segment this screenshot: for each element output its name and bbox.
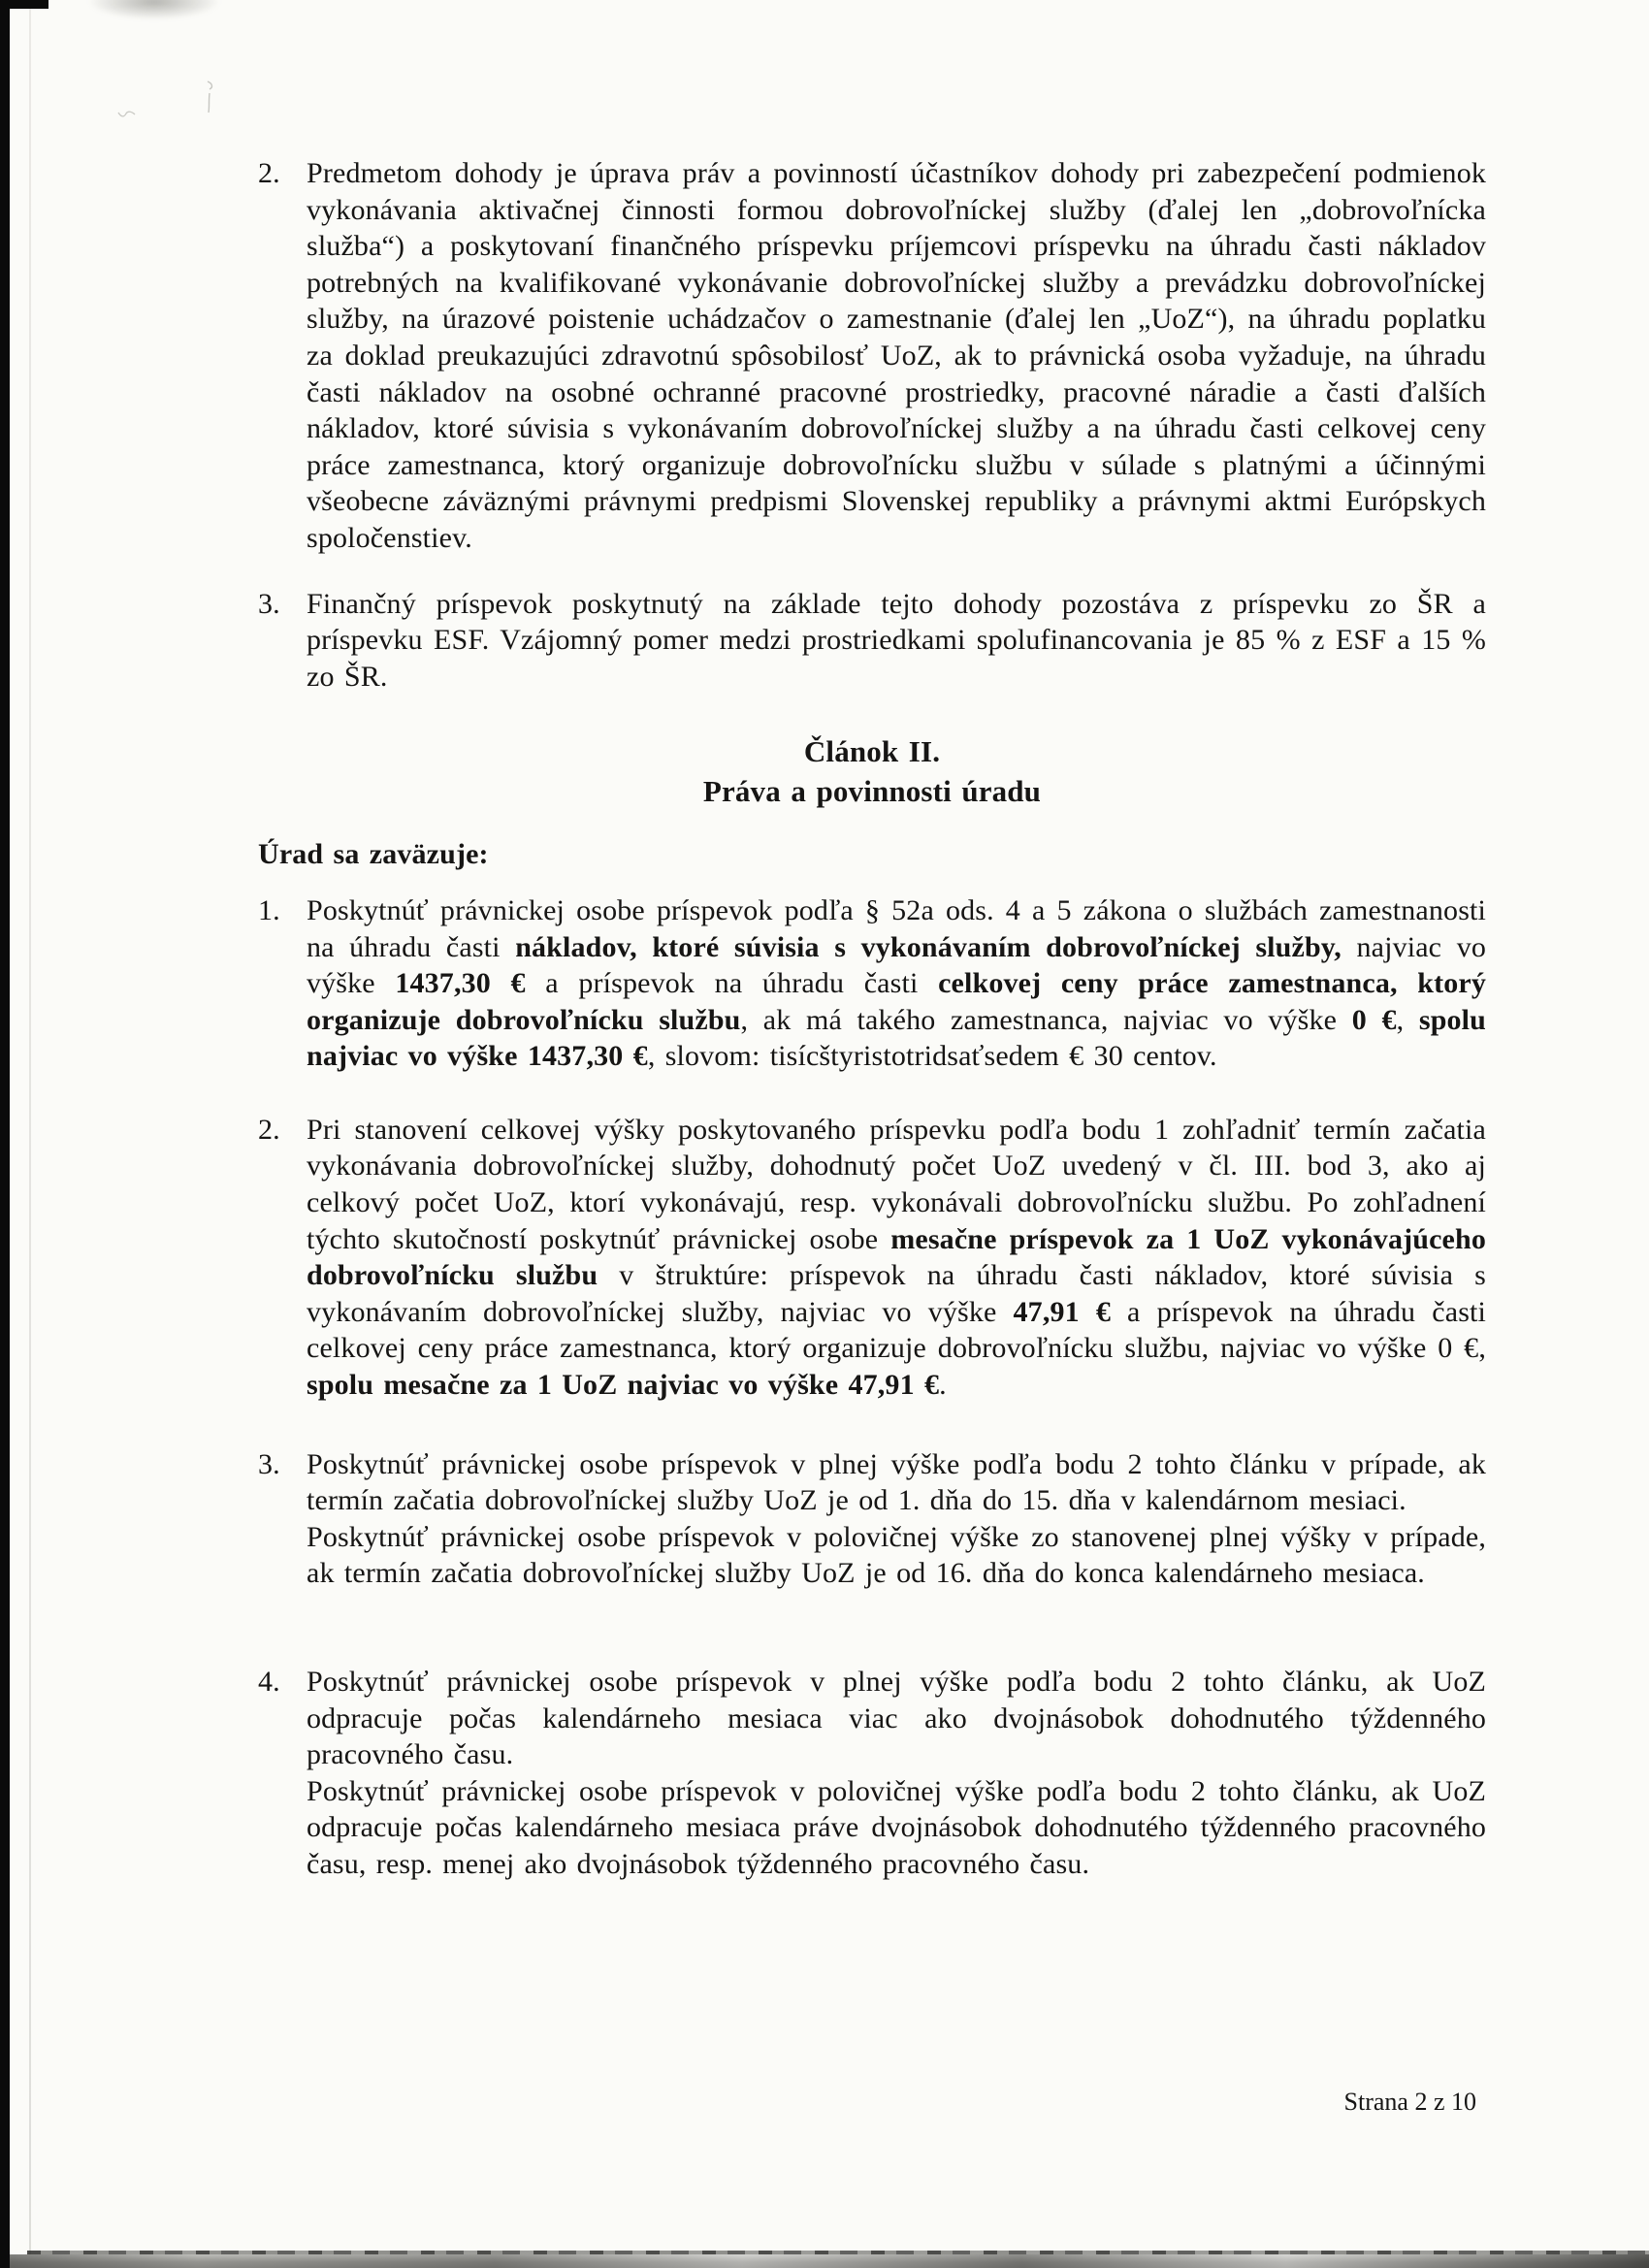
- paragraph: Finančný príspevok poskytnutý na základe tejto dohody pozostáva z príspevku zo ŠR a príspevku ESF. Vzájomný pomer medzi prostriedkami spolufinancovania je 85 % z ESF a 15 % zo ŠR.: [307, 587, 1486, 693]
- list-item: [258, 155, 1486, 557]
- paragraph: Poskytnúť právnickej osobe príspevok podľa § 52a ods. 4 a 5 zákona o službách zamestnanosti na úhradu časti nákladov, ktoré súvisia s vykonávaním dobrovoľníckej služby, najviac vo výške 1437,30 € a príspevok na úhradu časti celkovej ceny práce zamestnanca, ktorý organizuje dobrovoľnícku službu, ak má takého zamestnanca, najviac vo výške 0 €, spolu najviac vo výške 1437,30 €, slovom: tisícštyristotridsaťsedem € 30 centov.: [307, 893, 1487, 1073]
- article-heading: [258, 731, 1486, 811]
- scan-speck-mark: [116, 109, 138, 120]
- article-subtitle: Práva a povinnosti úradu: [702, 774, 1042, 809]
- document-body: [258, 142, 1486, 1883]
- list-item: [258, 892, 1486, 1075]
- list-item-number: 1.: [258, 893, 280, 926]
- paper-left-edge-line: [29, 6, 31, 2254]
- list-item-number: 2.: [258, 1113, 280, 1146]
- list-item-number: 2.: [258, 157, 280, 189]
- list-item-number: 4.: [258, 1666, 280, 1698]
- paragraph: Poskytnúť právnickej osobe príspevok v polovičnej výške podľa bodu 2 tohto článku, ak UoZ odpracuje počas kalendárneho mesiaca práve dvojnásobok dohodnutého týždenného pracovného času, resp. menej ako dvojnásobok týždenného pracovného času.: [307, 1774, 1486, 1880]
- list-item-number: 3.: [258, 1447, 280, 1480]
- list-item: [258, 1112, 1486, 1404]
- list-item-number: 3.: [258, 587, 280, 620]
- page-footer: Strana 2 z 10: [1343, 2088, 1476, 2116]
- list-item: [258, 1446, 1486, 1592]
- article-title: Článok II.: [803, 734, 941, 769]
- scan-bottom-band: [0, 2254, 1649, 2268]
- paper-bottom-edge-line: [27, 2251, 1649, 2254]
- scan-speck-mark: [204, 80, 217, 114]
- paragraph: Poskytnúť právnickej osobe príspevok v polovičnej výške zo stanovenej plnej výšky v prípade, ak termín začatia dobrovoľníckej služby UoZ je od 16. dňa do konca kalendárneho mesiaca.: [307, 1520, 1486, 1590]
- scan-edge-top-left-bar: [0, 0, 48, 9]
- paragraph: Poskytnúť právnickej osobe príspevok v plnej výške podľa bodu 2 tohto článku, ak UoZ odpracuje počas kalendárneho mesiaca viac ako dvojnásobok dohodnutého týždenného pracovného času.: [307, 1666, 1486, 1771]
- list-item: [258, 586, 1486, 696]
- paragraph: Pri stanovení celkovej výšky poskytovaného príspevku podľa bodu 1 zohľadniť termín začatia vykonávania dobrovoľníckej služby, dohodnutý počet UoZ uvedený v čl. III. bod 3, ako aj celkový počet UoZ, ktorí vykonávajú, resp. vykonávali dobrovoľnícku službu. Po zohľadnení týchto skutočností poskytnúť právnickej osobe mesačne príspevok za 1 UoZ vykonávajúceho dobrovoľnícku službu v štruktúre: príspevok na úhradu časti nákladov, ktoré súvisia s vykonávaním dobrovoľníckej služby, najviac vo výške 47,91 € a príspevok na úhradu časti celkovej ceny práce zamestnanca, ktorý organizuje dobrovoľnícku službu, najviac vo výške 0 €, spolu mesačne za 1 UoZ najviac vo výške 47,91 €.: [307, 1113, 1487, 1402]
- paragraph: Predmetom dohody je úprava práv a povinností účastníkov dohody pri zabezpečení podmienok vykonávania aktivačnej činnosti formou dobrovoľníckej služby (ďalej len „dobrovoľnícka služba“) a poskytovaní finančného príspevku príjemcovi príspevku na úhradu časti nákladov potrebných na kvalifikované vykonávanie dobrovoľníckej služby a prevádzku dobrovoľníckej služby, na úrazové poistenie uchádzačov o zamestnanie (ďalej len „UoZ“), na úhradu poplatku za doklad preukazujúci zdravotnú spôsobilosť UoZ, ak to právnická osoba vyžaduje, na úhradu časti nákladov na osobné ochranné pracovné prostriedky, pracovné náradie a časti ďalších nákladov, ktoré súvisia s vykonávaním dobrovoľníckej služby a na úhradu časti celkovej ceny práce zamestnanca, ktorý organizuje dobrovoľnícku službu v súlade s platnými a účinnými všeobecne záväznými právnymi predpismi Slovenskej republiky a právnymi aktmi Európskych spoločenstiev.: [307, 157, 1486, 554]
- scan-top-shadow: [89, 0, 219, 19]
- paragraph: Poskytnúť právnickej osobe príspevok v plnej výške podľa bodu 2 tohto článku v prípade, ak termín začatia dobrovoľníckej služby UoZ je od 1. dňa do 15. dňa v kalendárnom mesiaci.: [307, 1447, 1486, 1517]
- section-lead: Úrad sa zaväzuje:: [258, 838, 489, 871]
- scan-edge-left-bar: [0, 0, 10, 2268]
- list-item: [258, 1664, 1486, 1883]
